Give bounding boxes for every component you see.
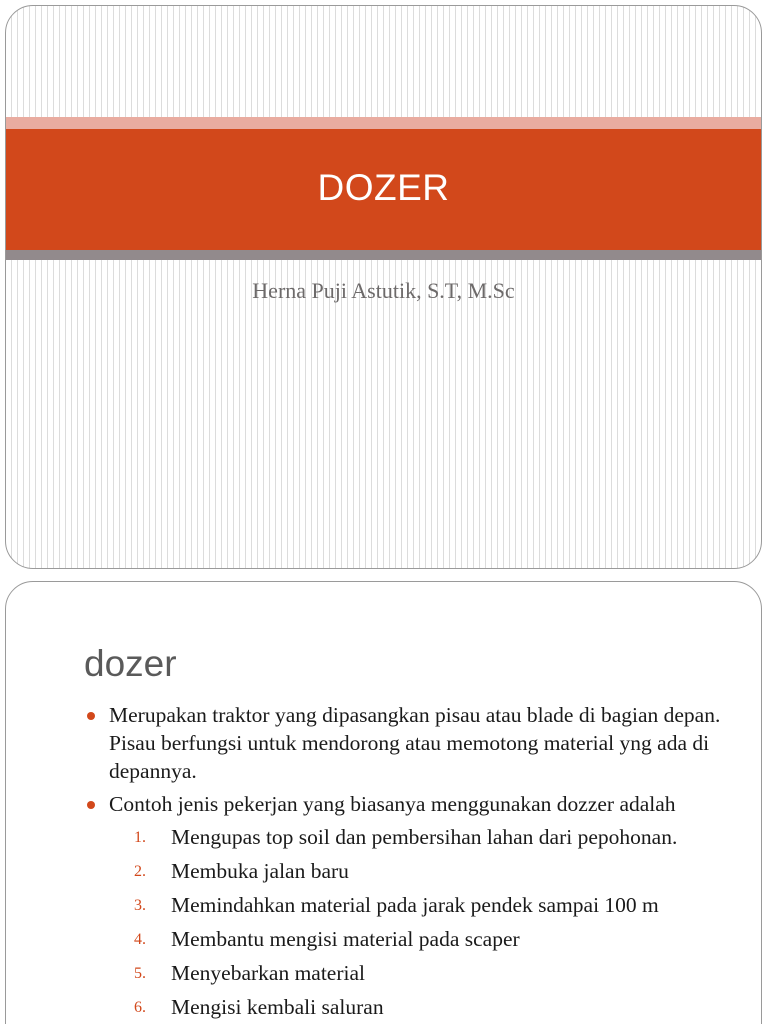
numbered-text: Memindahkan material pada jarak pendek sampai 100 m <box>171 893 659 917</box>
number-marker: 6. <box>134 999 146 1016</box>
numbered-text: Mengupas top soil dan pembersihan lahan dari pepohonan. <box>171 825 678 849</box>
numbered-item <box>109 925 734 953</box>
title-band-bottom-accent <box>6 250 761 260</box>
numbered-item <box>109 857 734 885</box>
title-band-top-accent <box>6 117 761 129</box>
title-slide <box>5 5 762 569</box>
number-marker: 2. <box>134 863 146 880</box>
bullet-dot-icon <box>87 801 95 809</box>
numbered-item <box>109 891 734 919</box>
content-slide <box>5 581 762 1024</box>
numbered-item <box>109 959 734 987</box>
numbered-text: Menyebarkan material <box>171 961 366 985</box>
number-marker: 3. <box>134 897 146 914</box>
number-marker: 1. <box>134 829 146 846</box>
bullet-item <box>84 790 734 1021</box>
bullet-item <box>84 701 734 785</box>
bullet-text: Contoh jenis pekerjan yang biasanya menggunakan dozzer adalah <box>109 792 676 816</box>
slide-title: DOZER <box>317 167 450 208</box>
bullet-list <box>84 701 734 1024</box>
numbered-text: Membuka jalan baru <box>171 859 349 883</box>
slide-subtitle: Herna Puji Astutik, S.T, M.Sc <box>252 278 515 303</box>
content-heading: dozer <box>84 643 177 684</box>
bullet-dot-icon <box>87 712 95 720</box>
numbered-item <box>109 993 734 1021</box>
numbered-list <box>109 823 734 1021</box>
numbered-text: Mengisi kembali saluran <box>171 995 384 1019</box>
number-marker: 5. <box>134 965 146 982</box>
numbered-item <box>109 823 734 851</box>
number-marker: 4. <box>134 931 146 948</box>
bullet-text: Merupakan traktor yang dipasangkan pisau atau blade di bagian depan. Pisau berfungsi untuk mendorong atau memotong material yng ada di depannya. <box>109 703 721 783</box>
numbered-text: Membantu mengisi material pada scaper <box>171 927 520 951</box>
